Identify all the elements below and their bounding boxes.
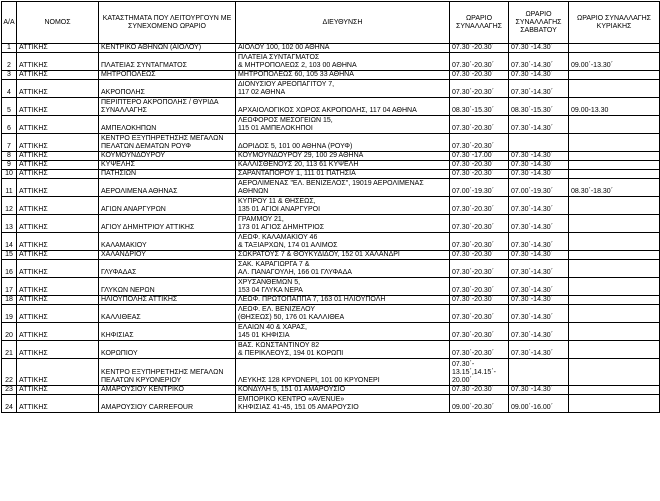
cell-store-line: ΠΑΤΗΣΙΩΝ (101, 170, 137, 177)
cell-address-line: ΚΥΠΡΟΥ 11 & ΘΗΣΕΩΣ, (238, 198, 316, 205)
cell-hours (450, 215, 509, 233)
cell-store-line: ΚΟΡΩΠΙΟΥ (101, 350, 138, 357)
cell-aa: 21 (2, 341, 17, 359)
cell-address-line: ΚΟΝΔΥΛΗ 5, 151 01 ΑΜΑΡΟΥΣΙΟ (238, 386, 346, 393)
header-saturday: ΩΡΑΡΙΟ ΣΥΝΑΛΛΑΓΗΣ ΣΑΒΒΑΤΟΥ (509, 2, 569, 44)
cell-address (236, 323, 450, 341)
cell-address-line: ΓΡΑΜΜΟΥ 21, (238, 216, 284, 223)
cell-hours (450, 233, 509, 251)
cell-hours (450, 395, 509, 413)
cell-store (99, 80, 236, 98)
cell-hours-line: 09.00΄-20.30΄ (452, 404, 495, 411)
cell-nomos: ΑΤΤΙΚΗΣ (17, 341, 99, 359)
cell-address (236, 134, 450, 152)
cell-saturday: 07.30΄-14.30΄ (509, 305, 569, 323)
cell-store-line: ΚΗΦΙΣΙΑΣ (101, 332, 134, 339)
cell-sunday: 08.30΄-18.30΄ (569, 179, 660, 197)
table-row (2, 341, 660, 359)
cell-address-line: ΕΛΑΙΩΝ 40 & ΧΑΡΑΣ, (238, 324, 307, 331)
cell-hours (450, 278, 509, 296)
cell-sunday (569, 152, 660, 161)
table-row (2, 215, 660, 233)
cell-aa: 4 (2, 80, 17, 98)
cell-address-line: & ΤΑΞΙΑΡΧΩΝ, 174 01 ΑΛΙΜΟΣ (238, 242, 338, 249)
cell-nomos: ΑΤΤΙΚΗΣ (17, 134, 99, 152)
cell-sunday (569, 170, 660, 179)
cell-hours-line: 07.30΄-20.30΄ (452, 44, 495, 51)
table-row (2, 170, 660, 179)
cell-aa: 14 (2, 233, 17, 251)
cell-address-line: ΣΑΡΑΝΤΑΠΟΡΟΥ 1, 111 01 ΠΑΤΗΣΙΑ (238, 170, 356, 177)
cell-hours-line: 07.30΄-20.30΄ (452, 206, 495, 213)
cell-hours-line: 07.30΄-17.00΄ (452, 152, 495, 159)
cell-store-line: ΑΓΙΟΥ ΔΗΜΗΤΡΙΟΥ ΑΤΤΙΚΗΣ (101, 224, 195, 231)
cell-address (236, 305, 450, 323)
cell-store (99, 323, 236, 341)
cell-address (236, 359, 450, 386)
cell-address (236, 296, 450, 305)
cell-hours-line: 07.30΄-20.30΄ (452, 242, 495, 249)
cell-hours-line: 07.30΄-20.30΄ (452, 62, 495, 69)
cell-store (99, 53, 236, 71)
cell-address (236, 170, 450, 179)
cell-store (99, 161, 236, 170)
cell-address-line: ΔΙΟΝΥΣΙΟΥ ΑΡΕΟΠΑΓΙΤΟΥ 7, (238, 81, 335, 88)
cell-hours-line: 07.00΄-19.30΄ (452, 188, 495, 195)
cell-nomos: ΑΤΤΙΚΗΣ (17, 395, 99, 413)
table-row (2, 251, 660, 260)
cell-hours (450, 116, 509, 134)
cell-address-line: ΚΟΥΜΟΥΝΔΟΥΡΟΥ 29, 100 29 ΑΘΗΝΑ (238, 152, 364, 159)
cell-sunday (569, 161, 660, 170)
cell-store (99, 296, 236, 305)
cell-hours (450, 305, 509, 323)
cell-address (236, 71, 450, 80)
cell-address-line: ΠΛΑΤΕΙΑ ΣΥΝΤΑΓΜΑΤΟΣ (238, 54, 320, 61)
header-hours: ΩΡΑΡΙΟ ΣΥΝΑΛΛΑΓΗΣ (450, 2, 509, 44)
cell-store-line: ΚΕΝΤΡΟ ΕΞΥΠΗΡΕΤΗΣΗΣ ΜΕΓΑΛΩΝ (101, 135, 224, 142)
cell-address-line: ΛΕΩΦ. ΚΑΛΑΜΑΚΙΟΥ 46 (238, 234, 318, 241)
cell-nomos: ΑΤΤΙΚΗΣ (17, 215, 99, 233)
cell-nomos: ΑΤΤΙΚΗΣ (17, 71, 99, 80)
cell-sunday (569, 71, 660, 80)
cell-address (236, 116, 450, 134)
cell-address (236, 260, 450, 278)
cell-address-line: & ΠΕΡΙΚΛΕΟΥΣ, 194 01 ΚΟΡΩΠΙ (238, 350, 344, 357)
cell-hours (450, 341, 509, 359)
cell-store-line: ΑΜΑΡΟΥΣΙΟΥ ΚΕΝΤΡΙΚΟ (101, 386, 184, 393)
cell-hours (450, 44, 509, 53)
cell-store (99, 215, 236, 233)
cell-aa: 13 (2, 215, 17, 233)
cell-saturday: 07.30΄-14.30΄ (509, 386, 569, 395)
cell-address-line: ΑΛ. ΠΑΝΑΓΟΥΛΗ, 166 01 ΓΛΥΦΑΔΑ (238, 269, 352, 276)
cell-address-line: ΒΑΣ. ΚΩΝΣΤΑΝΤΙΝΟΥ 82 (238, 342, 320, 349)
cell-sunday (569, 305, 660, 323)
cell-store (99, 170, 236, 179)
cell-address-line: ΕΜΠΟΡΙΚΟ ΚΕΝΤΡΟ «AVENUE» (238, 396, 345, 403)
cell-hours (450, 251, 509, 260)
cell-aa: 3 (2, 71, 17, 80)
cell-store-line: ΓΛΥΚΩΝ ΝΕΡΩΝ (101, 287, 155, 294)
cell-store-line: ΑΚΡΟΠΟΛΗΣ (101, 89, 145, 96)
cell-store-line: ΑΜΠΕΛΟΚΗΠΩΝ (101, 125, 157, 132)
cell-hours-line: 20.00΄ (452, 377, 472, 384)
cell-store-line: ΜΗΤΡΟΠΟΛΕΩΣ (101, 71, 156, 78)
cell-aa: 10 (2, 170, 17, 179)
cell-aa: 12 (2, 197, 17, 215)
cell-saturday: 07.30΄-14.30΄ (509, 197, 569, 215)
cell-saturday: 07.30΄-14.30΄ (509, 80, 569, 98)
cell-sunday (569, 278, 660, 296)
cell-nomos: ΑΤΤΙΚΗΣ (17, 197, 99, 215)
cell-store (99, 116, 236, 134)
cell-aa: 7 (2, 134, 17, 152)
cell-aa: 16 (2, 260, 17, 278)
table-row (2, 305, 660, 323)
cell-hours (450, 260, 509, 278)
cell-address-line: 153 04 ΓΛΥΚΑ ΝΕΡΑ (238, 287, 303, 294)
table-row (2, 260, 660, 278)
cell-nomos: ΑΤΤΙΚΗΣ (17, 80, 99, 98)
cell-store-line: ΚΑΛΑΜΑΚΙΟΥ (101, 242, 147, 249)
table-row (2, 359, 660, 386)
table-body (2, 44, 660, 413)
cell-sunday (569, 197, 660, 215)
cell-store-line: ΗΛΙΟΥΠΟΛΗΣ ΑΤΤΙΚΗΣ (101, 296, 178, 303)
cell-store-line: ΚΕΝΤΡΟ ΕΞΥΠΗΡΕΤΗΣΗΣ ΜΕΓΑΛΩΝ (101, 369, 224, 376)
cell-nomos: ΑΤΤΙΚΗΣ (17, 44, 99, 53)
cell-saturday: 07.30΄-14.30΄ (509, 251, 569, 260)
cell-address (236, 395, 450, 413)
cell-store (99, 179, 236, 197)
cell-address (236, 278, 450, 296)
cell-saturday (509, 134, 569, 152)
cell-address-line: ΛΕΥΚΗΣ 128 ΚΡΥΟΝΕΡΙ, 101 00 ΚΡΥΟΝΕΡΙ (238, 377, 380, 384)
cell-sunday (569, 323, 660, 341)
cell-store-line: ΠΕΡΙΠΤΕΡΟ ΑΚΡΟΠΟΛΗΣ / ΘΥΡΙΔΑ (101, 99, 219, 106)
cell-nomos: ΑΤΤΙΚΗΣ (17, 170, 99, 179)
cell-aa: 17 (2, 278, 17, 296)
cell-hours-line: 07.30΄-20.30΄ (452, 350, 495, 357)
cell-sunday (569, 359, 660, 386)
cell-aa: 5 (2, 98, 17, 116)
cell-store-line: ΚΑΛΛΙΘΕΑΣ (101, 314, 141, 321)
cell-store-line: ΠΛΑΤΕΙΑΣ ΣΥΝΤΑΓΜΑΤΟΣ (101, 62, 187, 69)
table-row (2, 152, 660, 161)
cell-store-line: ΑΓΙΩΝ ΑΝΑΡΓΥΡΩΝ (101, 206, 166, 213)
cell-sunday (569, 233, 660, 251)
cell-address-line: (ΘΗΣΕΩΣ) 50, 176 01 ΚΑΛΛΙΘΕΑ (238, 314, 345, 321)
cell-hours-line: 07.30΄-20.30΄ (452, 269, 495, 276)
cell-store (99, 71, 236, 80)
cell-aa: 22 (2, 359, 17, 386)
cell-aa: 2 (2, 53, 17, 71)
cell-sunday (569, 80, 660, 98)
cell-address (236, 251, 450, 260)
cell-saturday: 09.00΄-16.00΄ (509, 395, 569, 413)
cell-sunday (569, 116, 660, 134)
table-row (2, 80, 660, 98)
cell-store (99, 395, 236, 413)
cell-address (236, 161, 450, 170)
cell-saturday: 08.30΄-15.30΄ (509, 98, 569, 116)
cell-sunday (569, 395, 660, 413)
cell-hours (450, 197, 509, 215)
cell-hours-line: 07.30΄-20.30΄ (452, 143, 495, 150)
cell-store (99, 44, 236, 53)
cell-store (99, 359, 236, 386)
header-store: ΚΑΤΑΣΤΗΜΑΤΑ ΠΟΥ ΛΕΙΤΟΥΡΓΟΥΝ ΜΕ ΣΥΝΕΧΟΜΕΝΟ ΩΡΑΡΙΟ (99, 2, 236, 44)
cell-store (99, 233, 236, 251)
branch-hours-table (1, 1, 660, 413)
cell-hours-line: 08.30΄-15.30΄ (452, 107, 495, 114)
cell-nomos: ΑΤΤΙΚΗΣ (17, 260, 99, 278)
cell-address (236, 44, 450, 53)
cell-store (99, 386, 236, 395)
cell-aa: 15 (2, 251, 17, 260)
cell-nomos: ΑΤΤΙΚΗΣ (17, 386, 99, 395)
table-row (2, 395, 660, 413)
cell-nomos: ΑΤΤΙΚΗΣ (17, 152, 99, 161)
cell-address-line: ΛΕΩΦ. ΠΡΩΤΟΠΑΠΠΑ 7, 163 01 ΗΛΙΟΥΠΟΛΗ (238, 296, 386, 303)
cell-aa: 24 (2, 395, 17, 413)
cell-nomos: ΑΤΤΙΚΗΣ (17, 278, 99, 296)
cell-hours (450, 134, 509, 152)
cell-hours-line: 07.30΄-20.30΄ (452, 386, 495, 393)
cell-hours-line: 07.30΄-20.30΄ (452, 251, 495, 258)
cell-sunday (569, 296, 660, 305)
cell-hours (450, 296, 509, 305)
cell-store-line: ΧΑΛΑΝΔΡΙΟΥ (101, 251, 146, 258)
cell-saturday: 07.30΄-14.30΄ (509, 233, 569, 251)
cell-nomos: ΑΤΤΙΚΗΣ (17, 305, 99, 323)
cell-hours-line: 07.30΄-20.30΄ (452, 170, 495, 177)
table-row (2, 98, 660, 116)
cell-store-line: ΣΥΝΑΛΛΑΓΗΣ (101, 107, 147, 114)
cell-saturday: 07.30΄-14.30΄ (509, 116, 569, 134)
cell-hours (450, 386, 509, 395)
cell-aa: 9 (2, 161, 17, 170)
cell-hours-line: 07.30΄-20.30΄ (452, 161, 495, 168)
cell-address (236, 233, 450, 251)
cell-saturday: 07.30΄-14.30΄ (509, 152, 569, 161)
cell-hours (450, 170, 509, 179)
cell-saturday: 07.30΄-14.30΄ (509, 215, 569, 233)
cell-sunday (569, 260, 660, 278)
cell-hours-line: 07.30΄-20.30΄ (452, 296, 495, 303)
cell-nomos: ΑΤΤΙΚΗΣ (17, 233, 99, 251)
cell-sunday (569, 215, 660, 233)
cell-store-line: ΠΕΛΑΤΩΝ ΔΕΜΑΤΩΝ ΡΟΥΦ (101, 143, 192, 150)
cell-saturday: 07.30΄-14.30΄ (509, 44, 569, 53)
cell-sunday (569, 251, 660, 260)
table-row (2, 44, 660, 53)
cell-hours (450, 53, 509, 71)
cell-sunday: 09.00΄-13.30΄ (569, 53, 660, 71)
cell-saturday: 07.30΄-14.30΄ (509, 296, 569, 305)
cell-aa: 1 (2, 44, 17, 53)
cell-aa: 18 (2, 296, 17, 305)
cell-aa: 6 (2, 116, 17, 134)
cell-nomos: ΑΤΤΙΚΗΣ (17, 98, 99, 116)
cell-store-line: ΚΥΨΕΛΗΣ (101, 161, 135, 168)
cell-address-line: & ΜΗΤΡΟΠΟΛΕΩΣ 2, 103 00 ΑΘΗΝΑ (238, 62, 357, 69)
cell-address-line: 115 01 ΑΜΠΕΛΟΚΗΠΟΙ (238, 125, 313, 132)
cell-saturday (509, 359, 569, 386)
cell-nomos: ΑΤΤΙΚΗΣ (17, 179, 99, 197)
cell-address-line: 173 01 ΑΓΙΟΣ ΔΗΜΗΤΡΙΟΣ (238, 224, 325, 231)
cell-address (236, 152, 450, 161)
cell-hours-line: 07.30΄-20.30΄ (452, 314, 495, 321)
header-aa: Α/Α (2, 2, 17, 44)
cell-address (236, 197, 450, 215)
cell-address (236, 341, 450, 359)
cell-sunday (569, 341, 660, 359)
cell-address-line: ΚΑΛΛΙΣΘΕΝΟΥΣ 20, 113 61 ΚΥΨΕΛΗ (238, 161, 359, 168)
header-address: ΔΙΕΥΘΥΝΣΗ (236, 2, 450, 44)
cell-saturday: 07.30΄-14.30΄ (509, 170, 569, 179)
table-row (2, 116, 660, 134)
cell-aa: 23 (2, 386, 17, 395)
cell-store (99, 278, 236, 296)
cell-hours (450, 80, 509, 98)
cell-address (236, 80, 450, 98)
table-row (2, 197, 660, 215)
cell-hours-line: 13.15΄,14.15΄- (452, 369, 496, 376)
table-row (2, 71, 660, 80)
table-row (2, 323, 660, 341)
header-nomos: ΝΟΜΟΣ (17, 2, 99, 44)
cell-hours-line: 07.30΄-20.30΄ (452, 224, 495, 231)
cell-store (99, 251, 236, 260)
cell-store (99, 197, 236, 215)
cell-address-line: ΜΗΤΡΟΠΟΛΕΩΣ 60, 105 33 ΑΘΗΝΑ (238, 71, 354, 78)
cell-nomos: ΑΤΤΙΚΗΣ (17, 323, 99, 341)
cell-hours-line: 07.30΄-20.30΄ (452, 332, 495, 339)
table-row (2, 134, 660, 152)
cell-store (99, 341, 236, 359)
cell-address-line: ΑΕΡΟΛΙΜΕΝΑΣ "ΕΛ. ΒΕΝΙΖΕΛΟΣ", 19019 ΑΕΡΟΛΙΜΕΝΑΣ (238, 180, 424, 187)
cell-store-line: ΠΕΛΑΤΩΝ ΚΡΥΟΝΕΡΙΟΥ (101, 377, 182, 384)
cell-address-line: 145 01 ΚΗΦΙΣΙΑ (238, 332, 290, 339)
cell-nomos: ΑΤΤΙΚΗΣ (17, 116, 99, 134)
cell-hours-line: 07.30΄- (452, 361, 475, 368)
cell-nomos: ΑΤΤΙΚΗΣ (17, 359, 99, 386)
cell-hours (450, 323, 509, 341)
cell-store-line: ΓΛΥΦΑΔΑΣ (101, 269, 137, 276)
cell-address (236, 98, 450, 116)
cell-store (99, 134, 236, 152)
table-row (2, 278, 660, 296)
cell-store (99, 260, 236, 278)
cell-address-line: ΛΕΩΦΟΡΟΣ ΜΕΣΟΓΕΙΩΝ 15, (238, 117, 333, 124)
cell-hours (450, 161, 509, 170)
cell-store (99, 152, 236, 161)
cell-nomos: ΑΤΤΙΚΗΣ (17, 296, 99, 305)
cell-hours-line: 07.30΄-20.30΄ (452, 125, 495, 132)
cell-aa: 19 (2, 305, 17, 323)
cell-saturday: 07.30΄-14.30΄ (509, 323, 569, 341)
cell-aa: 8 (2, 152, 17, 161)
cell-aa: 11 (2, 179, 17, 197)
cell-address-line: ΑΘΗΝΩΝ (238, 188, 269, 195)
cell-address (236, 215, 450, 233)
cell-saturday: 07.30΄-14.30΄ (509, 161, 569, 170)
cell-aa: 20 (2, 323, 17, 341)
cell-hours (450, 98, 509, 116)
cell-address (236, 386, 450, 395)
cell-address-line: ΣΩΚΡΑΤΟΥΣ 7 & ΘΟΥΚΥΔΙΔΟΥ, 152 01 ΧΑΛΑΝΔΡΙ (238, 251, 400, 258)
cell-nomos: ΑΤΤΙΚΗΣ (17, 53, 99, 71)
cell-sunday (569, 134, 660, 152)
cell-nomos: ΑΤΤΙΚΗΣ (17, 161, 99, 170)
table-row (2, 179, 660, 197)
cell-address-line: 135 01 ΑΓΙΟΙ ΑΝΑΡΓΥΡΟΙ (238, 206, 321, 213)
cell-sunday (569, 386, 660, 395)
cell-hours (450, 152, 509, 161)
cell-hours-line: 07.30΄-20.30΄ (452, 89, 495, 96)
cell-store (99, 305, 236, 323)
cell-sunday: 09.00-13.30 (569, 98, 660, 116)
header-sunday: ΩΡΑΡΙΟ ΣΥΝΑΛΛΑΓΗΣ ΚΥΡΙΑΚΗΣ (569, 2, 660, 44)
cell-store (99, 98, 236, 116)
cell-store-line: ΑΜΑΡΟΥΣΙΟΥ CARREFOUR (101, 404, 194, 411)
cell-address-line: 117 02 ΑΘΗΝΑ (238, 89, 286, 96)
cell-address-line: ΣΑΚ. ΚΑΡΑΓΙΩΡΓΑ 7 & (238, 261, 310, 268)
cell-address-line: ΛΕΩΦ. ΕΛ. ΒΕΝΙΖΕΛΟΥ (238, 306, 315, 313)
cell-saturday: 07.30΄-14.30΄ (509, 341, 569, 359)
cell-store-line: ΚΟΥΜΟΥΝΔΟΥΡΟΥ (101, 152, 166, 159)
cell-sunday (569, 44, 660, 53)
cell-nomos: ΑΤΤΙΚΗΣ (17, 251, 99, 260)
cell-saturday: 07.30΄-14.30΄ (509, 260, 569, 278)
cell-address-line: ΑΡΧΑΙΟΛΟΓΙΚΟΣ ΧΩΡΟΣ ΑΚΡΟΠΟΛΗΣ, 117 04 ΑΘΗΝΑ (238, 107, 417, 114)
cell-hours (450, 71, 509, 80)
cell-address-line: ΔΟΡΙΔΟΣ 5, 101 00 ΑΘΗΝΑ (ΡΟΥΦ) (238, 143, 353, 150)
cell-address-line: ΧΡΥΣΑΝΘΕΜΩΝ 5, (238, 279, 301, 286)
cell-saturday: 07.30΄-14.30΄ (509, 71, 569, 80)
table-row (2, 161, 660, 170)
cell-saturday: 07.00΄-19.30΄ (509, 179, 569, 197)
cell-store-line: ΚΕΝΤΡΙΚΟ ΑΘΗΝΩΝ (ΑΙΟΛΟΥ) (101, 44, 202, 51)
cell-saturday: 07.30΄-14.30΄ (509, 278, 569, 296)
cell-address-line: ΚΗΦΙΣΙΑΣ 41-45, 151 05 ΑΜΑΡΟΥΣΙΟ (238, 404, 359, 411)
cell-hours-line: 07.30΄-20.30΄ (452, 287, 495, 294)
table-row (2, 296, 660, 305)
cell-saturday: 07.30΄-14.30΄ (509, 53, 569, 71)
cell-hours (450, 179, 509, 197)
cell-store-line: ΑΕΡΟΛΙΜΕΝΑ ΑΘΗΝΑΣ (101, 188, 178, 195)
table-row (2, 53, 660, 71)
cell-hours-line: 07.30΄-20.30΄ (452, 71, 495, 78)
table-row (2, 233, 660, 251)
header-row (2, 2, 660, 44)
cell-address (236, 179, 450, 197)
cell-address-line: ΑΙΟΛΟΥ 100, 102 00 ΑΘΗΝΑ (238, 44, 330, 51)
cell-hours (450, 359, 509, 386)
cell-address (236, 53, 450, 71)
table-row (2, 386, 660, 395)
